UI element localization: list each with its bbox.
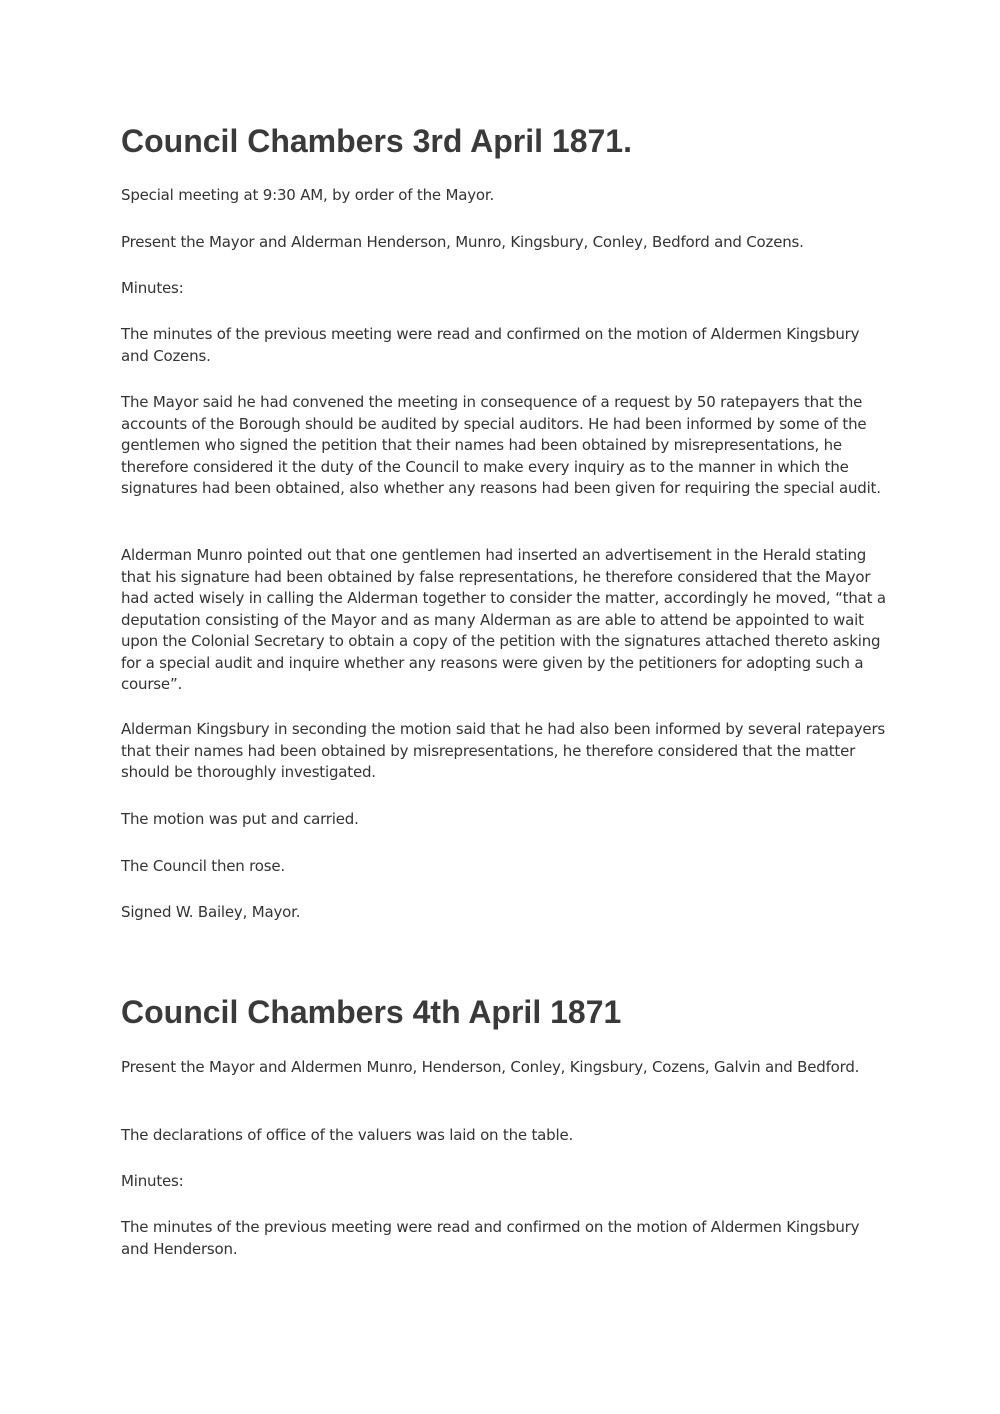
- paragraph: Minutes:: [121, 1172, 184, 1190]
- section-heading: Council Chambers 4th April 1871: [121, 994, 622, 1030]
- paragraph: Minutes:: [121, 279, 184, 297]
- paragraph: The motion was put and carried.: [121, 810, 359, 828]
- paragraph: The minutes of the previous meeting were read and confirmed on the motion of Aldermen Kingsbury and Henderson.: [121, 1218, 860, 1258]
- paragraph: The Mayor said he had convened the meeting in consequence of a request by 50 ratepayers that the accounts of the Borough should be audited by special auditors. He had been informed by some of the gentlemen who signed the petition that their names had been obtained by misrepresentations, he therefore considered it the duty of the Council to make every inquiry as to the manner in which the signatures had been obtained, also whether any reasons had been given for requiring the special audit.: [121, 393, 881, 497]
- paragraph: Special meeting at 9:30 AM, by order of the Mayor.: [121, 186, 495, 204]
- paragraph: Present the Mayor and Aldermen Munro, Henderson, Conley, Kingsbury, Cozens, Galvin and Bedford.: [121, 1058, 860, 1076]
- paragraph: Alderman Munro pointed out that one gentlemen had inserted an advertisement in the Herald stating that his signature had been obtained by false representations, he therefore considered that the Mayor had acted wisely in calling the Alderman together to consider the matter, accordingly he moved, “that a deputation consisting of the Mayor and as many Alderman as are able to attend be appointed to wait upon the Colonial Secretary to obtain a copy of the petition with the signatures attached thereto asking for a special audit and inquire whether any reasons were given by the petitioners for adopting such a course”.: [121, 546, 886, 693]
- paragraph: Alderman Kingsbury in seconding the motion said that he had also been informed by several ratepayers that their names had been obtained by misrepresentations, he therefore considered that the matter should be thoroughly investigated.: [121, 720, 886, 781]
- paragraph: The Council then rose.: [121, 857, 285, 875]
- paragraph: The minutes of the previous meeting were read and confirmed on the motion of Aldermen Kingsbury and Cozens.: [121, 325, 860, 365]
- section-heading: Council Chambers 3rd April 1871.: [121, 123, 632, 159]
- signature-line: Signed W. Bailey, Mayor.: [121, 903, 301, 921]
- paragraph: The declarations of office of the valuers was laid on the table.: [121, 1126, 574, 1144]
- paragraph: Present the Mayor and Alderman Henderson, Munro, Kingsbury, Conley, Bedford and Cozens.: [121, 233, 804, 251]
